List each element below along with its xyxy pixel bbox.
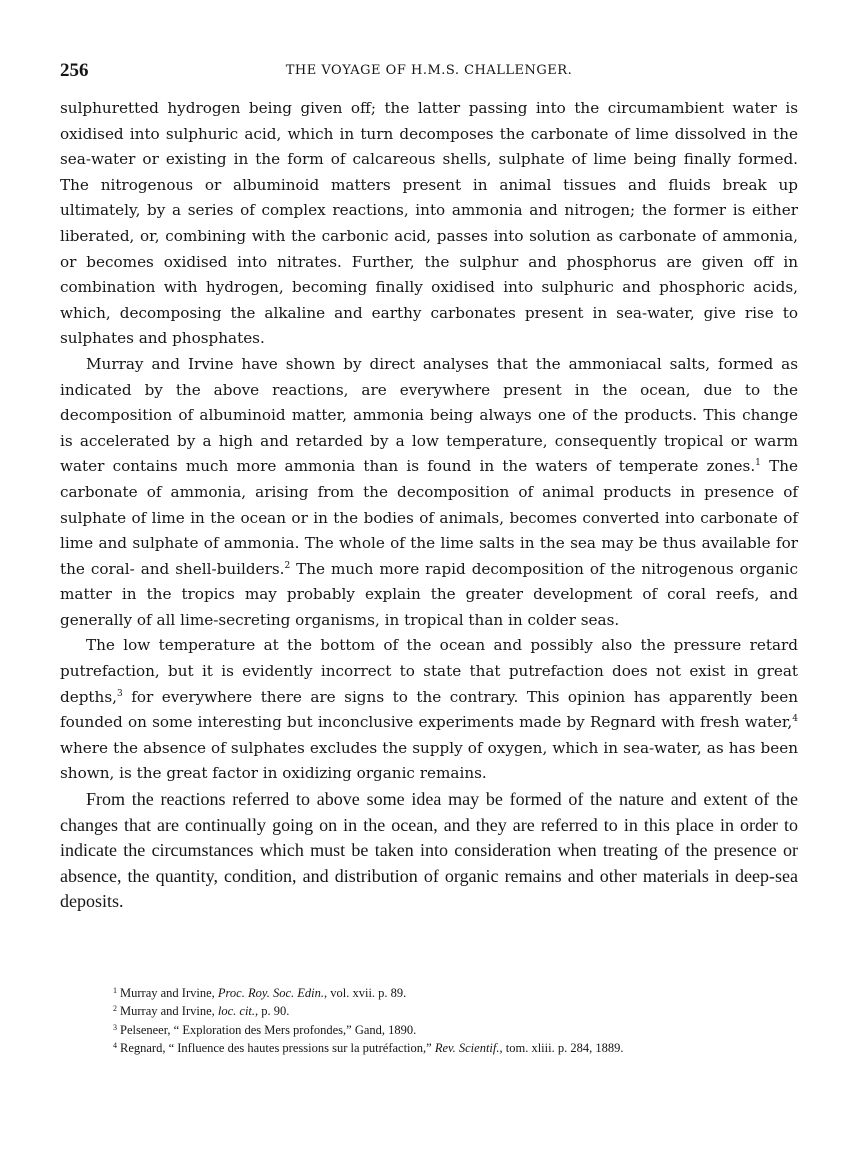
page-number: 256 [60,60,89,81]
footnote-italic: loc. cit. [217,1004,256,1019]
paragraph-2-text-b: The carbonate of ammonia, arising from the decomposition of animal products in presence of sulphate of lime in the ocean or in the bodies of animals, becomes converted into carbonate of lime and sulphate of ammonia. The whole of the lime salts in the sea may be thus available for the coral- and shell-builders. [60,457,798,578]
footnote-text: Regnard, “ Influence des hautes pressions sur la putréfaction,” [120,1041,435,1056]
footnote-mark: 1 [113,986,117,995]
footnote-text: , tom. xliii. p. 284, 1889. [499,1041,624,1056]
footnote-text: , vol. xvii. p. 89. [324,986,407,1000]
running-title: THE VOYAGE OF H.M.S. CHALLENGER. [285,63,573,78]
paragraph-2-text-c: The much more rapid decomposition of the nitrogenous organic matter in the tropics may probably explain the greater development of coral reefs, and generally of all lime-secreting organisms, in tropical than in colder seas. [60,559,798,629]
paragraph-3-text-c: where the absence of sulphates excludes the supply of oxygen, which in sea-water, as has been shown, is the great factor in oxidizing organic remains. [60,738,798,783]
footnote-text: Murray and Irvine, [120,1004,218,1019]
footnote-1 [113,983,813,1001]
footnote-italic: Rev. Scientif. [434,1041,500,1056]
paragraph-3-text-a: The low temperature at the bottom of the ocean and possibly also the pressure retard putrefaction, but it is evidently incorrect to state that putrefaction does not exist in great depths, [60,636,798,706]
paragraph-3-text-b: for everywhere there are signs to the contrary. This opinion has apparently been founded on some interesting but inconclusive experiments made by Regnard with fresh water, [60,687,798,732]
footnote-ref-4: 4 [792,714,798,725]
footnote-text: , p. 90. [255,1004,290,1019]
footnote-3 [113,1020,813,1038]
paragraph-2 [60,352,798,634]
body-text [60,96,798,915]
footnote-mark: 3 [113,1022,117,1032]
paragraph-3 [60,633,798,787]
paragraph-4 [60,787,798,915]
footnote-ref-2: 2 [284,560,291,571]
footnote-ref-1: 1 [755,458,761,469]
footnote-2 [113,1001,813,1019]
paragraph-4-text: From the reactions referred to above some idea may be formed of the nature and extent of the changes that are continually going on in the ocean, and they are referred to in this place in order to indicate the circumstances which must be taken into consideration when treating of the presence or absence, the quantity, condition, and distribution of organic remains and other materials in deep-sea deposits. [60,789,798,912]
paragraph-2-text-a: Murray and Irvine have shown by direct analyses that the ammoniacal salts, formed as indicated by the above reactions, are everywhere present in the ocean, due to the decomposition of albuminoid matter, ammonia being always one of the products. This change is accelerated by a high and retarded by a low temperature, consequently tropical or warm water contains much more ammonia than is found in the waters of temperate zones. [60,354,798,476]
footnote-4 [113,1038,813,1056]
footnote-text: Murray and Irvine, [120,986,218,1000]
paragraph-1 [60,96,798,352]
paragraph-1-text: sulphuretted hydrogen being given off; the latter passing into the circumambient water is oxidised into sulphuric acid, which in turn decomposes the carbonate of lime dissolved in the sea-water or existing in the form of calcareous shells, sulphate of lime being finally formed. The nitrogenous or albuminoid matters present in animal tissues and fluids break up ultimately, by a series of complex reactions, into ammonia and nitrogen; the former is either liberated, or, combining with the carbonic acid, passes into solution as carbonate of ammonia, or becomes oxidised into nitrates. Further, the sulphur and phosphorus are given off in combination with hydrogen, becoming finally oxidised into sulphuric and phosphoric acids, which, decomposing the alkaline and earthy carbonates present in sea-water, give rise to sulphates and phosphates. [60,99,798,348]
footnotes [113,983,813,1057]
footnote-mark: 4 [113,1041,117,1051]
running-head [60,60,798,82]
footnote-ref-3: 3 [116,688,123,699]
footnote-text: Pelseneer, “ Exploration des Mers profondes,” Gand, 1890. [120,1022,417,1037]
footnote-italic: Proc. Roy. Soc. Edin. [217,986,325,1000]
footnote-mark: 2 [113,1004,117,1014]
